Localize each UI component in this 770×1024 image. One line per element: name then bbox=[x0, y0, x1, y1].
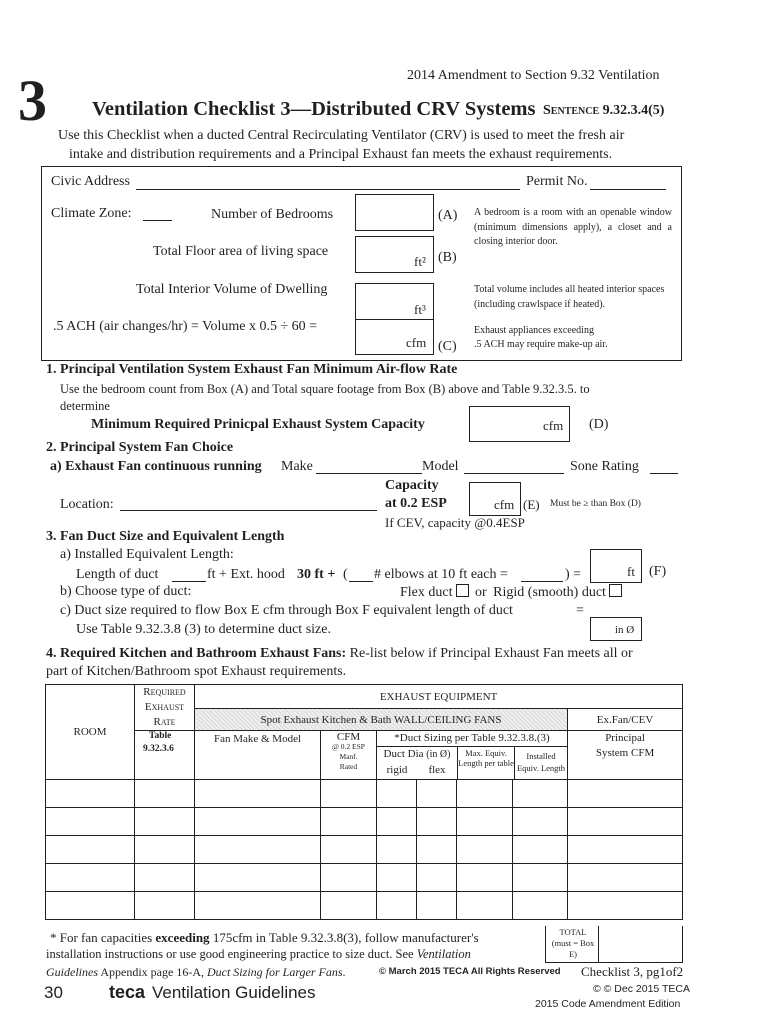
required-exhaust-rate-header: Required Exhaust Rate bbox=[135, 685, 195, 731]
table-row bbox=[46, 836, 683, 864]
footnote-guidelines: Guidelines bbox=[46, 965, 98, 979]
duct-type-label: b) Choose type of duct: bbox=[60, 584, 192, 599]
footnote-line1-bold: exceeding bbox=[155, 930, 210, 945]
footnote-appendix: Appendix page 16-A, bbox=[98, 965, 207, 979]
duct-dia-header bbox=[377, 747, 458, 779]
footnote-line2-pre: installation instructions or use good engineering practice to size duct. See bbox=[46, 947, 417, 961]
principal-cfm-header bbox=[568, 731, 683, 780]
volume-label: Total Interior Volume of Dwelling bbox=[136, 282, 328, 297]
ext-hood-label: ft + Ext. hood bbox=[207, 567, 285, 582]
open-paren: ( bbox=[343, 567, 348, 582]
flex-duct-label: Flex duct bbox=[400, 585, 453, 600]
edition-label: 2015 Code Amendment Edition bbox=[535, 998, 681, 1010]
total-label: TOTAL (must = Box E) bbox=[551, 927, 595, 959]
total-cfm-input[interactable] bbox=[598, 926, 683, 963]
amendment-label: 2014 Amendment to Section 9.32 Ventilation bbox=[407, 68, 660, 83]
make-input[interactable] bbox=[316, 473, 422, 474]
equals-sign: = bbox=[573, 567, 581, 582]
box-b-label: (B) bbox=[438, 250, 457, 265]
civic-address-input[interactable] bbox=[136, 189, 520, 190]
exhaust-note-line2: .5 ACH may require make-up air. bbox=[474, 339, 608, 350]
footnote-line3 bbox=[46, 965, 346, 980]
ach-formula-label: .5 ACH (air changes/hr) = Volume x 0.5 ÷ 60 = bbox=[53, 319, 318, 334]
footnote-line1-post: 175cfm in Table 9.32.3.8(3), follow manufacturer's bbox=[209, 930, 479, 945]
box-f-label: (F) bbox=[649, 564, 667, 579]
exhaust-equipment-header: EXHAUST EQUIPMENT bbox=[195, 685, 683, 709]
section4-heading-rest: Re-list below if Principal Exhaust Fan meets all or bbox=[349, 646, 633, 661]
civic-address-label: Civic Address bbox=[51, 174, 130, 189]
fan-make-model-header: Fan Make & Model bbox=[195, 731, 321, 780]
ft3-unit: ft³ bbox=[414, 302, 426, 317]
table-row bbox=[46, 780, 683, 808]
max-equiv-header: Max. Equiv. Length per table bbox=[458, 747, 515, 779]
flex-duct-checkbox[interactable] bbox=[456, 584, 469, 597]
model-input[interactable] bbox=[464, 473, 564, 474]
section1-text-line2: determine bbox=[60, 399, 110, 413]
installed-equiv-header: Installed Equiv. Length bbox=[516, 751, 566, 773]
table-ref-line1: Table bbox=[149, 731, 172, 741]
footnote-duct-sizing: Duct Sizing for Larger Fans bbox=[206, 965, 343, 979]
duct-size-label: c) Duct size required to flow Box E cfm through Box F equivalent length of duct bbox=[60, 603, 513, 618]
checklist-page-ref: Checklist 3, pg1of2 bbox=[581, 964, 684, 979]
footnote-period: . bbox=[342, 965, 346, 979]
box-e-label: (E) bbox=[523, 497, 540, 512]
section3-heading: 3. Fan Duct Size and Equivalent Length bbox=[46, 529, 285, 544]
box-a-label: (A) bbox=[438, 208, 458, 223]
cfm-header-manf: Manf. bbox=[339, 752, 358, 761]
cfm-unit-c: cfm bbox=[406, 335, 427, 350]
cfm-header-rated: Rated bbox=[339, 762, 358, 771]
in-diameter-unit: in Ø bbox=[615, 624, 635, 636]
exhaust-equipment-table bbox=[45, 684, 683, 920]
footnote-line2-italic: Ventilation bbox=[416, 947, 471, 961]
length-of-duct-label: Length of duct bbox=[76, 567, 159, 582]
exhaust-fan-label: a) Exhaust Fan continuous running bbox=[50, 459, 262, 474]
cfm-header-esp: @ 0.2 ESP bbox=[332, 742, 365, 751]
room-header: ROOM bbox=[46, 685, 135, 780]
rigid-duct-label: Rigid (smooth) duct bbox=[493, 585, 606, 600]
intro-text-line1: Use this Checklist when a ducted Central Recirculating Ventilator (CRV) is used to meet the fresh air bbox=[58, 128, 625, 143]
min-capacity-label: Minimum Required Prinicpal Exhaust System Capacity bbox=[91, 417, 425, 432]
duct-length-input[interactable] bbox=[172, 581, 206, 582]
table-ref-line2: 9.32.3.6 bbox=[143, 744, 174, 754]
footnote-line1-pre: * For fan capacities bbox=[50, 930, 156, 945]
duct-sizing-title: *Duct Sizing per Table 9.32.3.8.(3) bbox=[377, 731, 567, 747]
make-label: Make bbox=[281, 459, 313, 474]
elbows-total-input[interactable] bbox=[521, 581, 563, 582]
climate-zone-label: Climate Zone: bbox=[51, 206, 132, 221]
bedrooms-label: Number of Bedrooms bbox=[211, 207, 334, 222]
elbows-label: # elbows at 10 ft each = bbox=[374, 567, 508, 582]
footnote-line2 bbox=[46, 947, 471, 962]
section4-number: 4. bbox=[46, 646, 57, 661]
duct-dia-label: Duct Dia bbox=[383, 748, 424, 760]
principal-label: Principal bbox=[605, 732, 645, 744]
rigid-duct-checkbox[interactable] bbox=[609, 584, 622, 597]
cfm-header bbox=[321, 731, 377, 780]
section4-heading bbox=[46, 646, 633, 662]
section4-heading-line2: part of Kitchen/Bathroom spot Exhaust requirements. bbox=[46, 664, 347, 679]
brand-logo: teca bbox=[109, 982, 146, 1002]
ft2-unit: ft² bbox=[414, 254, 426, 269]
table-row bbox=[46, 808, 683, 836]
close-paren: ) bbox=[565, 567, 570, 582]
section1-heading: 1. Principal Ventilation System Exhaust Fan Minimum Air-flow Rate bbox=[46, 362, 458, 377]
permit-label: Permit No. bbox=[526, 174, 588, 189]
ft-unit-f: ft bbox=[627, 564, 635, 579]
intro-text-line2: intake and distribution requirements and a Principal Exhaust fan meets the exhaust requirements. bbox=[69, 147, 613, 162]
box-d-label: (D) bbox=[589, 417, 609, 432]
cfm-unit-e: cfm bbox=[494, 497, 515, 512]
location-label: Location: bbox=[60, 497, 114, 512]
or-label: or bbox=[475, 585, 487, 600]
permit-number-input[interactable] bbox=[590, 189, 666, 190]
page-title: Ventilation Checklist 3—Distributed CRV Systems bbox=[92, 98, 536, 120]
use-table-label: Use Table 9.32.3.8 (3) to determine duct size. bbox=[76, 622, 331, 637]
sone-rating-label: Sone Rating bbox=[570, 459, 639, 474]
ex-fan-cev-header: Ex.Fan/CEV bbox=[568, 709, 683, 731]
cfm-unit-d: cfm bbox=[543, 418, 564, 433]
must-be-note: Must be ≥ than Box (D) bbox=[550, 499, 641, 509]
model-label: Model bbox=[422, 459, 459, 474]
cfm-header-label: CFM bbox=[336, 731, 361, 743]
climate-zone-input[interactable] bbox=[143, 220, 172, 221]
installed-length-label: a) Installed Equivalent Length: bbox=[60, 547, 234, 562]
location-input[interactable] bbox=[120, 510, 377, 511]
bedroom-note: A bedroom is a room with an openable window (minimum dimensions apply), a closet and a closing interior door. bbox=[474, 207, 672, 247]
dec-copyright: © © Dec 2015 TECA bbox=[593, 983, 690, 995]
thirty-ft-label: 30 ft + bbox=[297, 567, 336, 582]
system-cfm-label: System CFM bbox=[595, 747, 655, 759]
section1-text-line1: Use the bedroom count from Box (A) and Total square footage from Box (B) above and Table 9.32.3.5. to bbox=[60, 382, 590, 396]
capacity-label-line1: Capacity bbox=[385, 478, 439, 493]
cev-note: If CEV, capacity @0.4ESP bbox=[385, 515, 525, 530]
duct-type-options bbox=[400, 584, 622, 601]
page-number: 30 bbox=[44, 983, 63, 1002]
guide-title: Ventilation Guidelines bbox=[152, 983, 316, 1002]
box-a-bedrooms-input[interactable] bbox=[355, 194, 434, 231]
spot-fans-header: Spot Exhaust Kitchen & Bath WALL/CEILING FANS bbox=[195, 709, 568, 731]
table-row bbox=[46, 864, 683, 892]
footnote-line1 bbox=[50, 930, 479, 946]
sentence-reference: Sentence 9.32.3.4(5) bbox=[543, 103, 665, 118]
section2-heading: 2. Principal System Fan Choice bbox=[46, 440, 234, 455]
volume-note: Total volume includes all heated interior spaces (including crawlspace if heated). bbox=[474, 284, 665, 310]
flex-header: flex bbox=[428, 764, 446, 776]
exhaust-note-line1: Exhaust appliances exceeding bbox=[474, 325, 594, 336]
box-c-label: (C) bbox=[438, 339, 457, 354]
section4-heading-bold: Required Kitchen and Bathroom Exhaust Fans: bbox=[60, 646, 347, 661]
chapter-number: 3 bbox=[18, 68, 47, 133]
elbows-count-input[interactable] bbox=[349, 581, 373, 582]
table-row bbox=[46, 892, 683, 920]
rigid-header: rigid bbox=[386, 764, 408, 776]
copyright-notice: © March 2015 TECA All Rights Reserved bbox=[379, 966, 561, 977]
capacity-label-line2: at 0.2 ESP bbox=[385, 496, 447, 511]
sone-rating-input[interactable] bbox=[650, 473, 678, 474]
duct-dia-unit: (in Ø) bbox=[426, 749, 451, 760]
duct-sizing-header bbox=[377, 731, 568, 780]
floor-area-label: Total Floor area of living space bbox=[153, 244, 329, 259]
duct-size-equals: = bbox=[576, 603, 584, 618]
